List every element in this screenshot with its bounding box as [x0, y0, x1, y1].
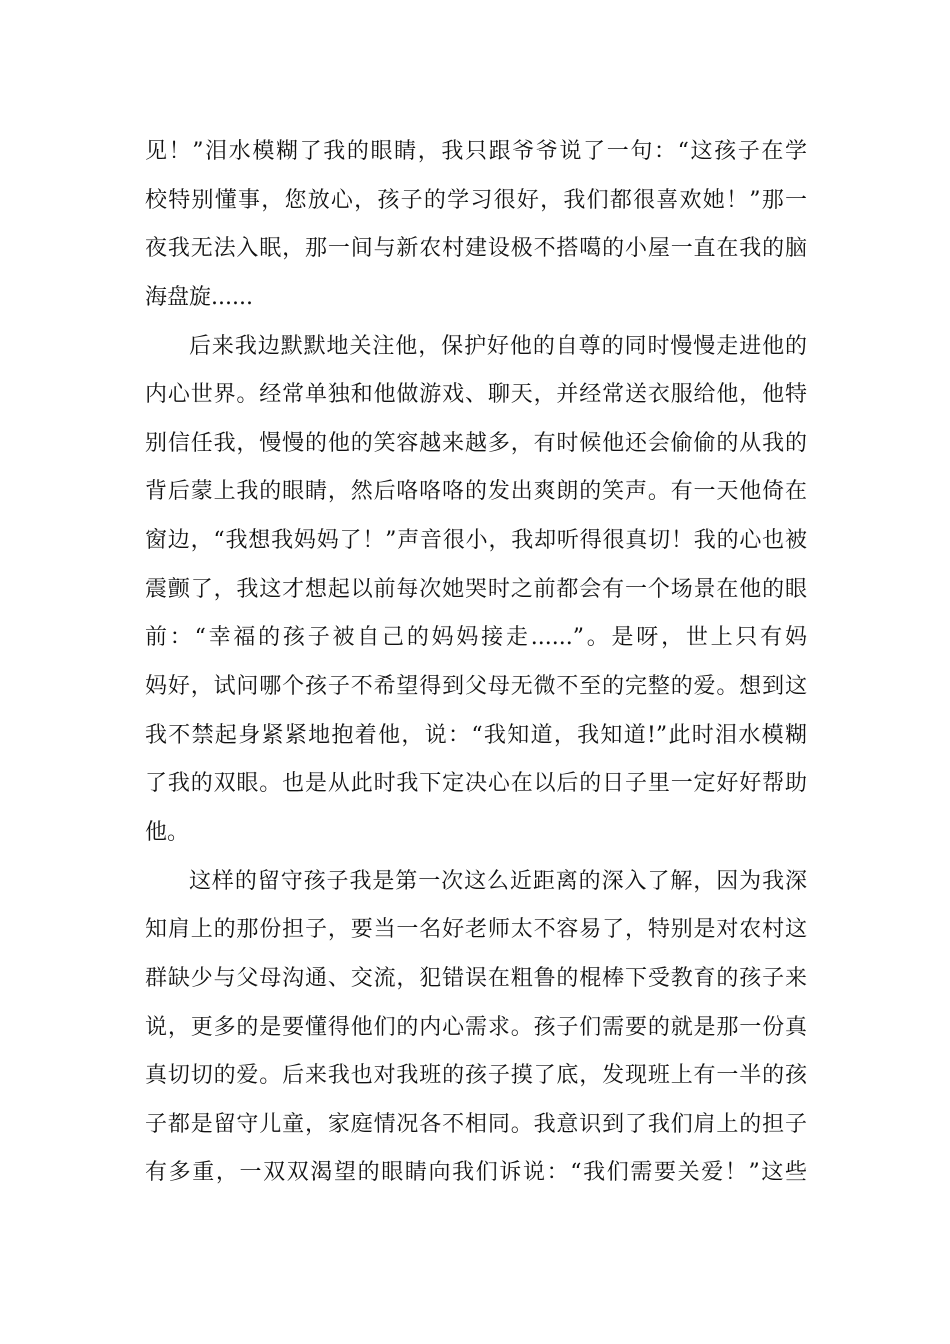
text-line: 后来我边默默地关注他，保护好他的自尊的同时慢慢走进他的 — [189, 333, 807, 359]
text-line: 说，更多的是要懂得他们的内心需求。孩子们需要的就是那一份真 — [145, 1014, 807, 1040]
text-line: 前：“幸福的孩子被自己的妈妈接走......”。是呀，世上只有妈 — [145, 625, 807, 651]
text-line: 子都是留守儿童，家庭情况各不相同。我意识到了我们肩上的担子 — [145, 1111, 807, 1137]
text-line: 震颤了，我这才想起以前每次她哭时之前都会有一个场景在他的眼 — [145, 576, 807, 602]
text-line: 真切切的爱。后来我也对我班的孩子摸了底，发现班上有一半的孩 — [145, 1063, 807, 1089]
text-line: 背后蒙上我的眼睛，然后咯咯咯的发出爽朗的笑声。有一天他倚在 — [145, 479, 807, 505]
text-line: 见！”泪水模糊了我的眼睛，我只跟爷爷说了一句：“这孩子在学 — [145, 139, 807, 164]
text-line: 校特别懂事，您放心，孩子的学习很好，我们都很喜欢她！”那一 — [145, 187, 807, 213]
body-text — [145, 128, 807, 1198]
text-line: 知肩上的那份担子，要当一名好老师太不容易了，特别是对农村这 — [145, 917, 807, 943]
text-line: 他。 — [145, 819, 190, 845]
text-line: 别信任我，慢慢的他的笑容越来越多，有时候他还会偷偷的从我的 — [145, 430, 807, 456]
text-line: 夜我无法入眠，那一间与新农村建设极不搭噶的小屋一直在我的脑 — [145, 236, 807, 262]
text-line: 这样的留守孩子我是第一次这么近距离的深入了解，因为我深 — [189, 868, 807, 894]
text-line: 了我的双眼。也是从此时我下定决心在以后的日子里一定好好帮助 — [145, 771, 807, 797]
text-line: 妈好，试问哪个孩子不希望得到父母无微不至的完整的爱。想到这 — [145, 674, 807, 700]
text-line: 海盘旋...... — [145, 284, 253, 310]
text-line: 窗边，“我想我妈妈了！”声音很小，我却听得很真切！我的心也被 — [145, 528, 807, 554]
text-line: 有多重，一双双渴望的眼睛向我们诉说：“我们需要关爱！”这些 — [145, 1160, 807, 1186]
text-line: 群缺少与父母沟通、交流，犯错误在粗鲁的棍棒下受教育的孩子来 — [145, 965, 807, 991]
text-line: 内心世界。经常单独和他做游戏、聊天，并经常送衣服给他，他特 — [145, 382, 807, 408]
text-line: 我不禁起身紧紧地抱着他，说：“我知道，我知道!”此时泪水模糊 — [145, 722, 807, 748]
